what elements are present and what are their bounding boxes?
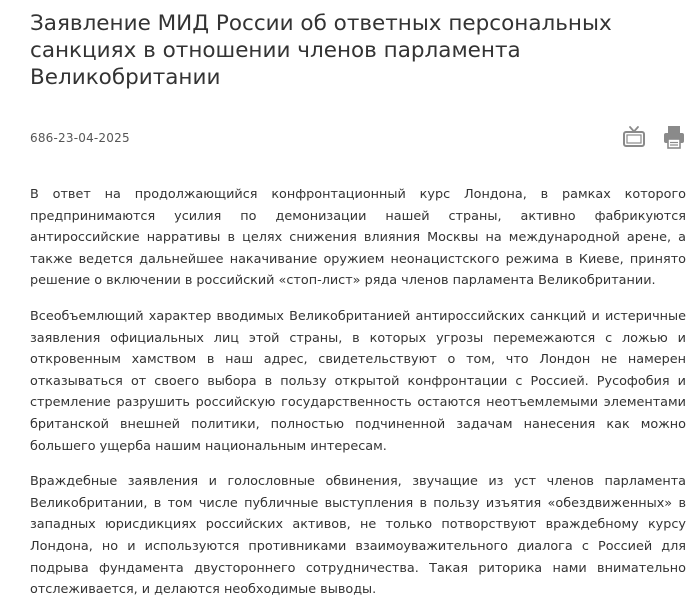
article	[30, 0, 686, 598]
paragraph: Враждебные заявления и голословные обвинения, звучащие из уст членов парламента Великобритании, в том числе публичные выступления в пользу изъятия «обездвиженных» в западных юрисдикциях российских активов, не только потворствуют враждебному курсу Лондона, но и используются противниками взаимоуважительного диалога с Россией для подрыва фундамента двустороннего сотрудничества. Такая риторика нами внимательно отслеживается, и делаются необходимые выводы.	[30, 474, 686, 598]
paragraph: В ответ на продолжающийся конфронтационный курс Лондона, в рамках которого предпринимаются усилия по демонизации нашей страны, активно фабрикуются антироссийские нарративы в целях снижения влияния Москвы на международной арене, а также ведется дальнейшее накачивание оружием неонацистского режима в Киеве, принято решение о включении в российский «стоп-лист» ряда членов парламента Великобритании.	[30, 187, 686, 289]
page-title: Заявление МИД России об ответных персональных санкциях в отношении членов парламента Великобритании	[30, 11, 612, 90]
printer-icon[interactable]	[662, 124, 686, 150]
paragraph: Всеобъемлющий характер вводимых Великобританией антироссийских санкций и истеричные заявления официальных лиц этой страны, в которых угрозы перемежаются с ложью и откровенным хамством в наш адрес, свидетельствуют о том, что Лондон не намерен отказываться от своего выбора в пользу открытой конфронтации с Россией. Русофобия и стремление разрушить российскую государственность остаются неотъемлемыми элементами британской внешней политики, полностью подчиненной задачам нанесения как можно большего ущерба нашим национальным интересам.	[30, 308, 686, 454]
article-meta	[30, 124, 686, 154]
tv-icon[interactable]	[622, 124, 646, 150]
article-actions	[622, 124, 686, 150]
article-body	[30, 184, 686, 615]
document-number: 686-23-04-2025	[30, 131, 130, 145]
